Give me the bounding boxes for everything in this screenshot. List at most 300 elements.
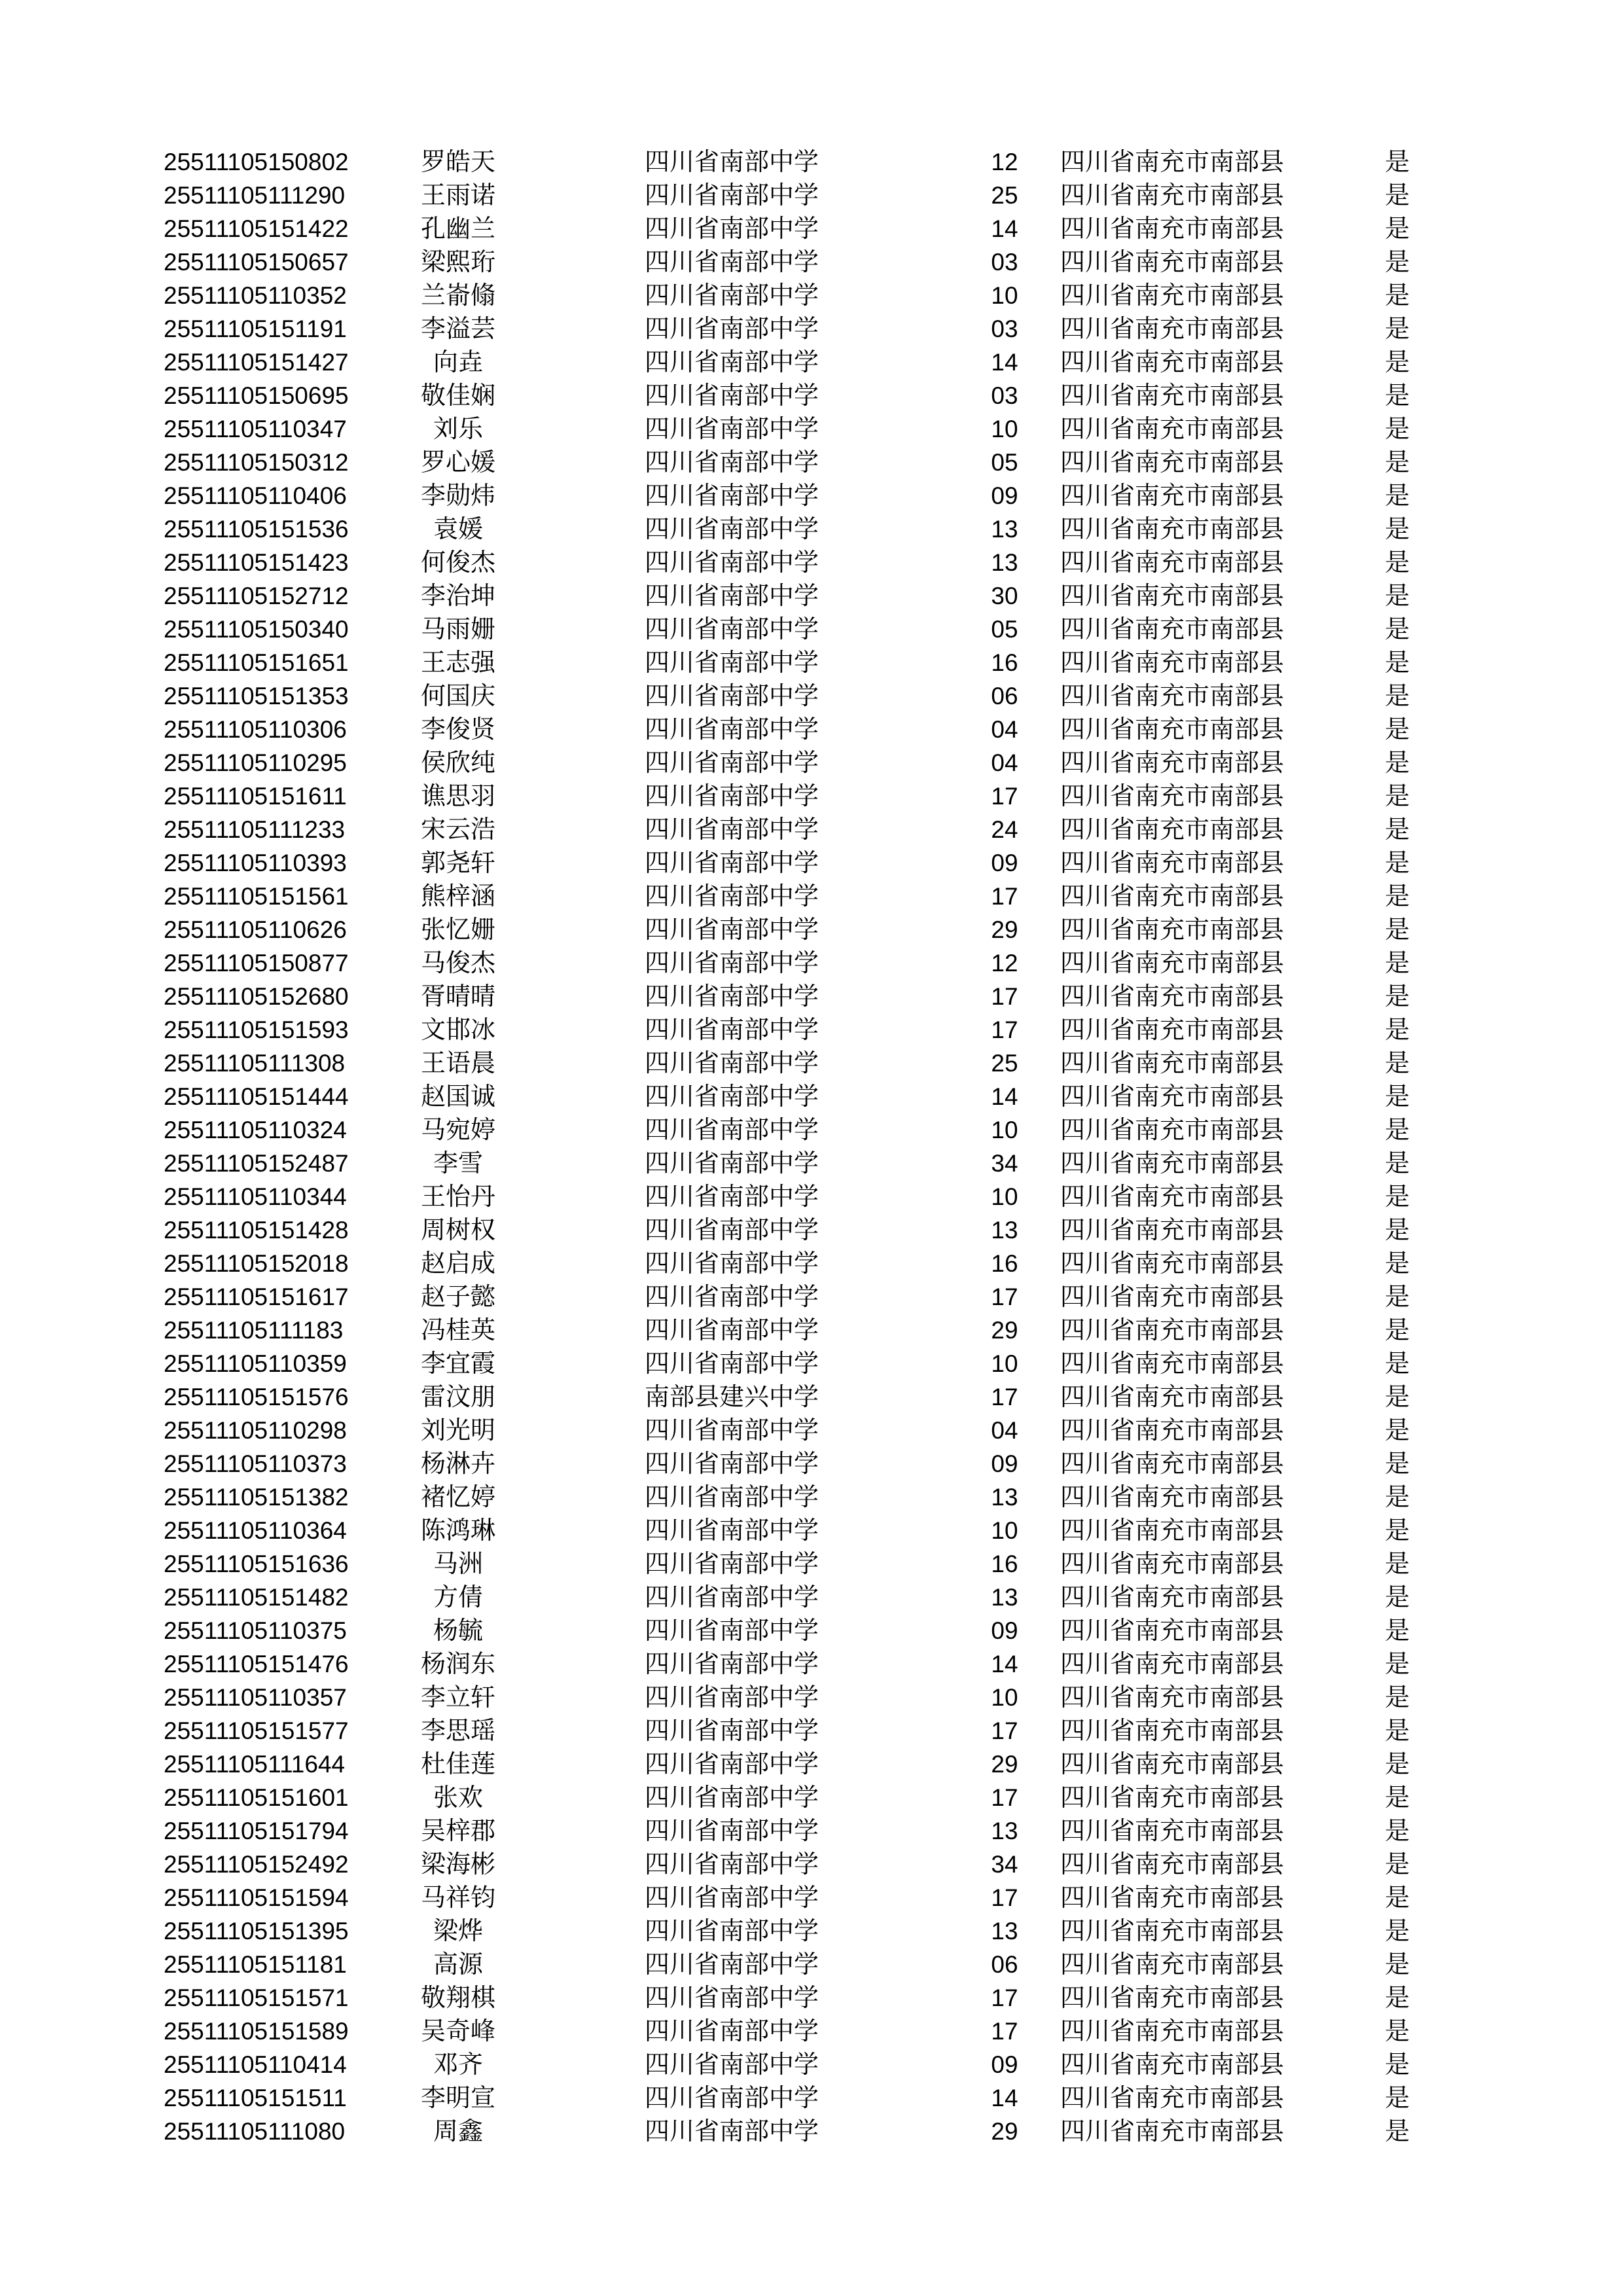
school-cell: 四川省南部中学 [645,1716,819,1745]
region-cell: 四川省南充市南部县 [1060,1683,1285,1712]
roster-table [0,145,1623,2148]
class-number-cell: 10 [991,416,1018,442]
status-flag-cell: 是 [1384,1215,1410,1244]
school-cell: 四川省南部中学 [645,1983,819,2012]
status-flag-cell: 是 [1384,514,1410,543]
status-flag-cell: 是 [1384,2083,1410,2112]
table-row [0,846,1623,880]
student-name-cell: 李宜霞 [420,1349,495,1378]
school-cell: 南部县建兴中学 [645,1382,819,1411]
region-cell: 四川省南充市南部县 [1060,1583,1285,1611]
student-name-cell: 宋云浩 [420,815,495,844]
school-cell: 四川省南部中学 [645,1683,819,1712]
class-number-cell: 16 [991,649,1018,676]
exam-id-cell: 25511105151611 [164,783,347,810]
school-cell: 四川省南部中学 [645,1549,819,1578]
table-row [0,1047,1623,1080]
region-cell: 四川省南充市南部县 [1060,1015,1285,1044]
status-flag-cell: 是 [1384,1916,1410,1945]
table-row [0,1013,1623,1047]
status-flag-cell: 是 [1384,1082,1410,1111]
exam-id-cell: 25511105151191 [164,315,347,342]
class-number-cell: 05 [991,616,1018,643]
table-row [0,212,1623,245]
school-cell: 四川省南部中学 [645,1015,819,1044]
school-cell: 四川省南部中学 [645,1583,819,1611]
student-name-cell: 敬翔棋 [420,1983,495,2012]
school-cell: 四川省南部中学 [645,1249,819,1278]
exam-id-cell: 25511105150695 [164,382,349,409]
region-cell: 四川省南充市南部县 [1060,615,1285,643]
school-cell: 四川省南部中学 [645,481,819,510]
status-flag-cell: 是 [1384,848,1410,877]
region-cell: 四川省南充市南部县 [1060,781,1285,810]
class-number-cell: 13 [991,1217,1018,1244]
region-cell: 四川省南充市南部县 [1060,1416,1285,1444]
region-cell: 四川省南充市南部县 [1060,915,1285,944]
status-flag-cell: 是 [1384,815,1410,844]
region-cell: 四川省南充市南部县 [1060,181,1285,209]
class-number-cell: 14 [991,1083,1018,1110]
region-cell: 四川省南充市南部县 [1060,448,1285,476]
region-cell: 四川省南充市南部县 [1060,2050,1285,2079]
student-name-cell: 赵子懿 [420,1282,495,1311]
school-cell: 四川省南部中学 [645,848,819,877]
status-flag-cell: 是 [1384,1616,1410,1645]
status-flag-cell: 是 [1384,1983,1410,2012]
status-flag-cell: 是 [1384,1749,1410,1778]
school-cell: 四川省南部中学 [645,1883,819,1912]
class-number-cell: 06 [991,683,1018,709]
region-cell: 四川省南充市南部县 [1060,2117,1285,2145]
exam-id-cell: 25511105110295 [164,749,347,776]
class-number-cell: 04 [991,1417,1018,1444]
exam-id-cell: 25511105150877 [164,950,349,977]
student-name-cell: 赵启成 [420,1249,495,1278]
school-cell: 四川省南部中学 [645,1182,819,1211]
status-flag-cell: 是 [1384,748,1410,777]
school-cell: 四川省南部中学 [645,1516,819,1545]
status-flag-cell: 是 [1384,381,1410,410]
student-name-cell: 李溢芸 [420,314,495,343]
table-row [0,1681,1623,1714]
class-number-cell: 17 [991,1984,1018,2011]
table-row [0,479,1623,512]
table-row [0,1614,1623,1647]
student-name-cell: 吴奇峰 [420,2017,495,2045]
table-row [0,713,1623,746]
region-cell: 四川省南充市南部县 [1060,214,1285,243]
class-number-cell: 30 [991,583,1018,609]
student-name-cell: 罗心媛 [420,448,495,476]
student-name-cell: 兰嵛翛 [420,281,495,310]
school-cell: 四川省南部中学 [645,1482,819,1511]
student-name-cell: 马雨姗 [420,615,495,643]
class-number-cell: 25 [991,1050,1018,1077]
exam-id-cell: 25511105111644 [164,1751,346,1778]
exam-id-cell: 25511105110375 [164,1617,347,1644]
table-row [0,312,1623,346]
student-name-cell: 张忆姗 [420,915,495,944]
table-row [0,2115,1623,2148]
exam-id-cell: 25511105151617 [164,1283,349,1310]
exam-id-cell: 25511105152680 [164,983,349,1010]
class-number-cell: 10 [991,1117,1018,1143]
student-name-cell: 胥晴晴 [420,982,495,1011]
status-flag-cell: 是 [1384,1516,1410,1545]
class-number-cell: 17 [991,1884,1018,1911]
exam-id-cell: 25511105152492 [164,1851,349,1878]
table-row [0,1848,1623,1881]
status-flag-cell: 是 [1384,1149,1410,1177]
region-cell: 四川省南充市南部县 [1060,681,1285,710]
class-number-cell: 17 [991,1784,1018,1811]
student-name-cell: 褚忆婷 [420,1482,495,1511]
table-row [0,1814,1623,1848]
school-cell: 四川省南部中学 [645,1316,819,1344]
region-cell: 四川省南充市南部县 [1060,1783,1285,1812]
exam-id-cell: 25511105151444 [164,1083,349,1110]
status-flag-cell: 是 [1384,581,1410,610]
student-name-cell: 王志强 [420,648,495,677]
exam-id-cell: 25511105110359 [164,1350,347,1377]
status-flag-cell: 是 [1384,1349,1410,1378]
table-row [0,1981,1623,2015]
class-number-cell: 10 [991,1517,1018,1544]
status-flag-cell: 是 [1384,1282,1410,1311]
school-cell: 四川省南部中学 [645,681,819,710]
region-cell: 四川省南充市南部县 [1060,1983,1285,2012]
table-row [0,1714,1623,1748]
table-row [0,1480,1623,1514]
status-flag-cell: 是 [1384,481,1410,510]
class-number-cell: 04 [991,749,1018,776]
school-cell: 四川省南部中学 [645,748,819,777]
class-number-cell: 34 [991,1851,1018,1878]
region-cell: 四川省南充市南部县 [1060,1883,1285,1912]
class-number-cell: 14 [991,349,1018,376]
status-flag-cell: 是 [1384,915,1410,944]
class-number-cell: 09 [991,1450,1018,1477]
region-cell: 四川省南充市南部县 [1060,1316,1285,1344]
status-flag-cell: 是 [1384,1449,1410,1478]
exam-id-cell: 25511105151382 [164,1484,349,1511]
region-cell: 四川省南充市南部县 [1060,848,1285,877]
status-flag-cell: 是 [1384,181,1410,209]
student-name-cell: 王雨诺 [420,181,495,209]
table-row [0,1213,1623,1247]
table-row [0,1347,1623,1380]
student-name-cell: 刘乐 [433,414,483,443]
region-cell: 四川省南充市南部县 [1060,2017,1285,2045]
class-number-cell: 12 [991,950,1018,977]
table-row [0,1547,1623,1581]
exam-id-cell: 25511105150802 [164,149,349,175]
region-cell: 四川省南充市南部县 [1060,147,1285,176]
school-cell: 四川省南部中学 [645,1282,819,1311]
status-flag-cell: 是 [1384,281,1410,310]
region-cell: 四川省南充市南部县 [1060,481,1285,510]
region-cell: 四川省南充市南部县 [1060,948,1285,977]
status-flag-cell: 是 [1384,882,1410,910]
status-flag-cell: 是 [1384,648,1410,677]
school-cell: 四川省南部中学 [645,915,819,944]
exam-id-cell: 25511105151428 [164,1217,349,1244]
class-number-cell: 34 [991,1150,1018,1177]
table-row [0,1647,1623,1681]
region-cell: 四川省南充市南部县 [1060,1616,1285,1645]
table-row [0,179,1623,212]
school-cell: 四川省南部中学 [645,781,819,810]
class-number-cell: 17 [991,1717,1018,1744]
region-cell: 四川省南充市南部县 [1060,514,1285,543]
exam-id-cell: 25511105111183 [164,1317,344,1344]
region-cell: 四川省南充市南部县 [1060,1049,1285,1077]
region-cell: 四川省南充市南部县 [1060,882,1285,910]
class-number-cell: 09 [991,2051,1018,2078]
table-row [0,1781,1623,1814]
class-number-cell: 09 [991,482,1018,509]
table-row [0,546,1623,579]
status-flag-cell: 是 [1384,1249,1410,1278]
student-name-cell: 敬佳娴 [420,381,495,410]
student-name-cell: 李明宣 [420,2083,495,2112]
table-row [0,646,1623,679]
region-cell: 四川省南充市南部县 [1060,281,1285,310]
status-flag-cell: 是 [1384,1482,1410,1511]
status-flag-cell: 是 [1384,1649,1410,1678]
status-flag-cell: 是 [1384,615,1410,643]
region-cell: 四川省南充市南部县 [1060,581,1285,610]
exam-id-cell: 25511105110347 [164,416,347,442]
school-cell: 四川省南部中学 [645,948,819,977]
class-number-cell: 25 [991,182,1018,209]
class-number-cell: 05 [991,449,1018,476]
school-cell: 四川省南部中学 [645,514,819,543]
status-flag-cell: 是 [1384,314,1410,343]
student-name-cell: 谯思羽 [420,781,495,810]
school-cell: 四川省南部中学 [645,548,819,577]
student-name-cell: 侯欣纯 [420,748,495,777]
class-number-cell: 29 [991,2118,1018,2145]
status-flag-cell: 是 [1384,2050,1410,2079]
class-number-cell: 14 [991,1651,1018,1677]
region-cell: 四川省南充市南部县 [1060,1950,1285,1979]
table-row [0,1581,1623,1614]
exam-id-cell: 25511105150340 [164,616,349,643]
class-number-cell: 13 [991,1818,1018,1844]
status-flag-cell: 是 [1384,1783,1410,1812]
student-name-cell: 雷汶朋 [420,1382,495,1411]
exam-id-cell: 25511105151427 [164,349,349,376]
exam-id-cell: 25511105110344 [164,1183,347,1210]
student-name-cell: 马洲 [433,1549,483,1578]
region-cell: 四川省南充市南部县 [1060,648,1285,677]
student-name-cell: 向垚 [433,348,483,376]
table-row [0,1080,1623,1113]
student-name-cell: 罗皓天 [420,147,495,176]
status-flag-cell: 是 [1384,1382,1410,1411]
student-name-cell: 梁烨 [433,1916,483,1945]
region-cell: 四川省南充市南部县 [1060,1115,1285,1144]
region-cell: 四川省南充市南部县 [1060,1482,1285,1511]
class-number-cell: 10 [991,1684,1018,1711]
exam-id-cell: 25511105151636 [164,1551,349,1577]
exam-id-cell: 25511105151536 [164,516,349,543]
exam-id-cell: 25511105152487 [164,1150,349,1177]
exam-id-cell: 25511105151593 [164,1016,349,1043]
status-flag-cell: 是 [1384,1683,1410,1712]
table-row [0,2081,1623,2115]
school-cell: 四川省南部中学 [645,214,819,243]
table-row [0,245,1623,279]
school-cell: 四川省南部中学 [645,1416,819,1444]
table-row [0,279,1623,312]
table-row [0,1247,1623,1280]
student-name-cell: 李俊贤 [420,715,495,744]
student-name-cell: 李勋炜 [420,481,495,510]
school-cell: 四川省南部中学 [645,1149,819,1177]
status-flag-cell: 是 [1384,1583,1410,1611]
school-cell: 四川省南部中学 [645,2117,819,2145]
exam-id-cell: 25511105151594 [164,1884,349,1911]
table-row [0,679,1623,713]
class-number-cell: 13 [991,549,1018,576]
class-number-cell: 13 [991,1584,1018,1611]
table-row [0,1514,1623,1547]
exam-id-cell: 25511105111233 [164,816,346,843]
class-number-cell: 12 [991,149,1018,175]
class-number-cell: 29 [991,916,1018,943]
table-row [0,1314,1623,1347]
school-cell: 四川省南部中学 [645,1049,819,1077]
exam-id-cell: 25511105151181 [164,1951,347,1978]
region-cell: 四川省南充市南部县 [1060,1249,1285,1278]
class-number-cell: 17 [991,983,1018,1010]
status-flag-cell: 是 [1384,1716,1410,1745]
student-name-cell: 杜佳莲 [420,1749,495,1778]
region-cell: 四川省南充市南部县 [1060,2083,1285,2112]
region-cell: 四川省南充市南部县 [1060,1850,1285,1878]
student-name-cell: 王语晨 [420,1049,495,1077]
table-row [0,1180,1623,1213]
status-flag-cell: 是 [1384,214,1410,243]
class-number-cell: 17 [991,1016,1018,1043]
class-number-cell: 13 [991,1484,1018,1511]
exam-id-cell: 25511105151353 [164,683,349,709]
region-cell: 四川省南充市南部县 [1060,314,1285,343]
school-cell: 四川省南部中学 [645,1115,819,1144]
table-row [0,1113,1623,1147]
status-flag-cell: 是 [1384,1015,1410,1044]
student-name-cell: 王怡丹 [420,1182,495,1211]
class-number-cell: 17 [991,2018,1018,2045]
student-name-cell: 刘光明 [420,1416,495,1444]
region-cell: 四川省南充市南部县 [1060,1082,1285,1111]
status-flag-cell: 是 [1384,147,1410,176]
school-cell: 四川省南部中学 [645,581,819,610]
status-flag-cell: 是 [1384,448,1410,476]
student-name-cell: 杨淋卉 [420,1449,495,1478]
class-number-cell: 17 [991,783,1018,810]
exam-id-cell: 25511105110626 [164,916,347,943]
class-number-cell: 29 [991,1317,1018,1344]
table-row [0,446,1623,479]
student-name-cell: 张欢 [433,1783,483,1812]
class-number-cell: 16 [991,1551,1018,1577]
student-name-cell: 梁海彬 [420,1850,495,1878]
school-cell: 四川省南部中学 [645,314,819,343]
class-number-cell: 09 [991,850,1018,876]
school-cell: 四川省南部中学 [645,815,819,844]
table-row [0,780,1623,813]
status-flag-cell: 是 [1384,1549,1410,1578]
table-row [0,980,1623,1013]
table-row [0,1280,1623,1314]
exam-id-cell: 25511105151395 [164,1918,349,1945]
student-name-cell: 李治坤 [420,581,495,610]
status-flag-cell: 是 [1384,1182,1410,1211]
exam-id-cell: 25511105110364 [164,1517,347,1544]
table-row [0,379,1623,412]
exam-id-cell: 25511105110357 [164,1684,347,1711]
student-name-cell: 邓齐 [433,2050,483,2079]
status-flag-cell: 是 [1384,247,1410,276]
table-row [0,1881,1623,1914]
class-number-cell: 13 [991,516,1018,543]
region-cell: 四川省南充市南部县 [1060,1516,1285,1545]
table-row [0,412,1623,446]
school-cell: 四川省南部中学 [645,648,819,677]
status-flag-cell: 是 [1384,781,1410,810]
status-flag-cell: 是 [1384,1950,1410,1979]
status-flag-cell: 是 [1384,2117,1410,2145]
region-cell: 四川省南充市南部县 [1060,414,1285,443]
exam-id-cell: 25511105110298 [164,1417,347,1444]
class-number-cell: 10 [991,1183,1018,1210]
school-cell: 四川省南部中学 [645,147,819,176]
student-name-cell: 何俊杰 [420,548,495,577]
student-name-cell: 陈鸿琳 [420,1516,495,1545]
student-name-cell: 文邯冰 [420,1015,495,1044]
student-name-cell: 李雪 [433,1149,483,1177]
class-number-cell: 16 [991,1250,1018,1277]
status-flag-cell: 是 [1384,1816,1410,1845]
school-cell: 四川省南部中学 [645,982,819,1011]
table-row [0,1414,1623,1447]
exam-id-cell: 25511105151577 [164,1717,349,1744]
region-cell: 四川省南充市南部县 [1060,1716,1285,1745]
school-cell: 四川省南部中学 [645,1616,819,1645]
school-cell: 四川省南部中学 [645,2050,819,2079]
exam-id-cell: 25511105110324 [164,1117,347,1143]
region-cell: 四川省南充市南部县 [1060,982,1285,1011]
region-cell: 四川省南充市南部县 [1060,1816,1285,1845]
table-row [0,1147,1623,1180]
table-row [0,1447,1623,1480]
student-name-cell: 袁媛 [433,514,483,543]
school-cell: 四川省南部中学 [645,448,819,476]
region-cell: 四川省南充市南部县 [1060,1182,1285,1211]
status-flag-cell: 是 [1384,982,1410,1011]
region-cell: 四川省南充市南部县 [1060,1549,1285,1578]
exam-id-cell: 25511105150657 [164,249,349,276]
school-cell: 四川省南部中学 [645,1215,819,1244]
status-flag-cell: 是 [1384,948,1410,977]
table-row [0,2015,1623,2048]
school-cell: 四川省南部中学 [645,1850,819,1878]
exam-id-cell: 25511105151651 [164,649,349,676]
